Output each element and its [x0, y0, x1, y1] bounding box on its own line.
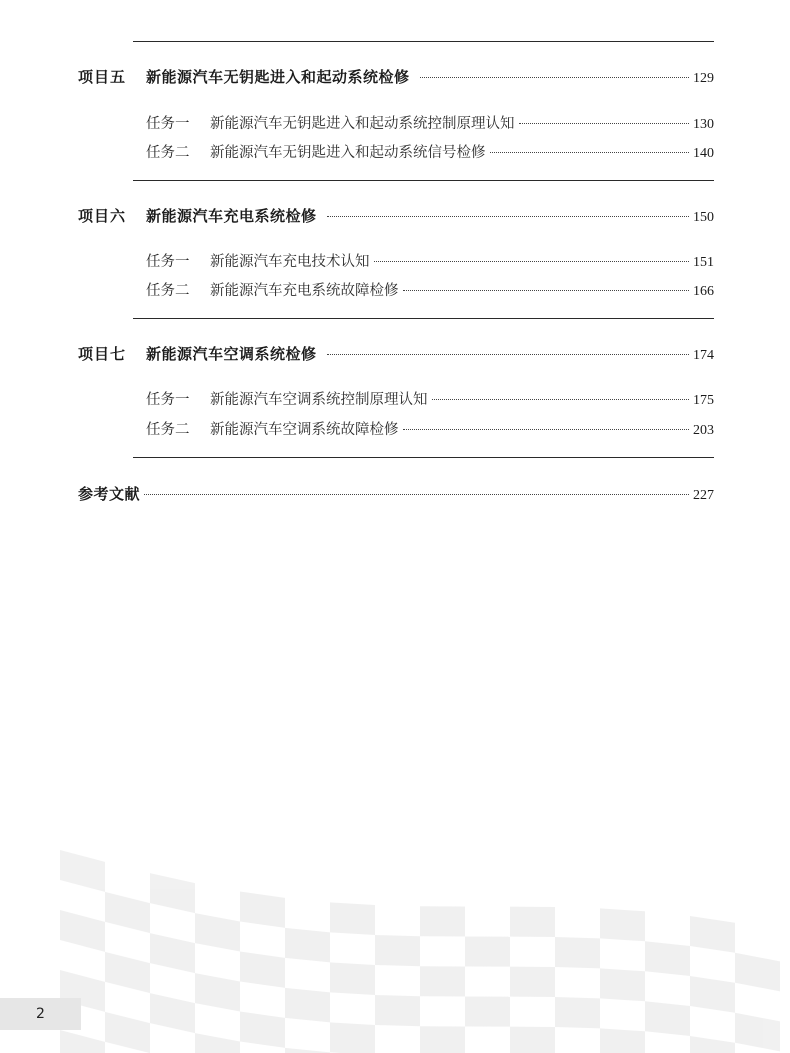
page-ref: 227 — [693, 488, 714, 503]
flag-cell — [150, 873, 195, 913]
dot-leader — [432, 399, 690, 400]
flag-cell — [60, 850, 105, 892]
page-ref: 140 — [693, 146, 714, 161]
flag-cell — [555, 937, 600, 968]
flag-cell — [150, 993, 195, 1033]
flag-cell — [240, 951, 285, 987]
page-ref: 130 — [693, 117, 714, 132]
task-title: 新能源汽车空调系统故障检修 — [210, 422, 399, 438]
flag-cell — [465, 997, 510, 1027]
task-title: 新能源汽车无钥匙进入和起动系统信号检修 — [210, 145, 486, 161]
flag-cell — [375, 935, 420, 966]
flag-cell — [600, 968, 645, 1001]
flag-cell — [645, 941, 690, 976]
task-title: 新能源汽车充电技术认知 — [210, 254, 370, 270]
toc-task[interactable] — [146, 112, 714, 133]
page-ref: 151 — [693, 255, 714, 270]
flag-cell — [735, 1013, 780, 1052]
flag-cell — [690, 916, 735, 953]
flag-cell — [330, 902, 375, 935]
toc-project-6[interactable] — [78, 205, 714, 226]
task-number: 任务一 — [146, 116, 190, 132]
flag-cell — [105, 952, 150, 993]
project-title: 新能源汽车无钥匙进入和起动系统检修 — [146, 68, 410, 86]
flag-cell — [510, 1027, 555, 1053]
toc-task[interactable] — [146, 279, 714, 300]
task-number: 任务二 — [146, 422, 190, 438]
flag-cell — [420, 966, 465, 996]
flag-cell — [195, 973, 240, 1011]
flag-cell — [600, 1028, 645, 1053]
page-ref: 174 — [693, 348, 714, 363]
flag-cell — [465, 937, 510, 967]
flag-cell — [420, 1026, 465, 1053]
flag-cell — [330, 962, 375, 995]
flag-cell — [375, 995, 420, 1026]
section-rule — [133, 41, 714, 42]
flag-cell — [150, 933, 195, 973]
flag-cell — [690, 976, 735, 1013]
flag-cell — [60, 1030, 105, 1053]
flag-cell — [735, 953, 780, 992]
project-number: 项目五 — [78, 68, 127, 86]
page-ref: 150 — [693, 210, 714, 225]
dot-leader — [374, 261, 690, 262]
flag-cell — [285, 928, 330, 962]
section-rule — [133, 318, 714, 319]
flag-cell — [105, 892, 150, 933]
task-title: 新能源汽车充电系统故障检修 — [210, 283, 399, 299]
dot-leader — [420, 77, 689, 78]
task-number: 任务二 — [146, 283, 190, 299]
flag-cell — [645, 1001, 690, 1036]
flag-cell — [420, 906, 465, 936]
page-number-box — [0, 998, 81, 1030]
references-title: 参考文献 — [78, 485, 141, 503]
flag-cell — [105, 1012, 150, 1053]
toc-project-5[interactable] — [78, 66, 714, 87]
task-title: 新能源汽车空调系统控制原理认知 — [210, 392, 428, 408]
page-number: 2 — [36, 1006, 45, 1022]
flag-cell — [690, 1036, 735, 1053]
toc-project-7[interactable] — [78, 343, 714, 364]
page-ref: 203 — [693, 423, 714, 438]
flag-cell — [195, 1033, 240, 1053]
flag-cell — [510, 907, 555, 937]
dot-leader — [519, 123, 690, 124]
dot-leader — [403, 290, 690, 291]
toc-task[interactable] — [146, 141, 714, 162]
page-ref: 175 — [693, 393, 714, 408]
section-rule — [133, 180, 714, 181]
flag-cell — [240, 891, 285, 927]
dot-leader — [327, 216, 689, 217]
dot-leader — [144, 494, 689, 495]
page-ref: 129 — [693, 71, 714, 86]
dot-leader — [490, 152, 690, 153]
project-number: 项目六 — [78, 207, 127, 225]
flag-cell — [60, 910, 105, 952]
project-title: 新能源汽车空调系统检修 — [146, 345, 317, 363]
project-number: 项目七 — [78, 345, 127, 363]
flag-cell — [555, 997, 600, 1028]
page-ref: 166 — [693, 284, 714, 299]
task-number: 任务一 — [146, 392, 190, 408]
toc-task[interactable] — [146, 388, 714, 409]
flag-cell — [600, 908, 645, 941]
flag-cell — [285, 988, 330, 1022]
section-rule — [133, 457, 714, 458]
toc-references[interactable] — [78, 483, 714, 504]
flag-cell — [195, 913, 240, 951]
task-number: 任务一 — [146, 254, 190, 270]
task-title: 新能源汽车无钥匙进入和起动系统控制原理认知 — [210, 116, 515, 132]
dot-leader — [327, 354, 689, 355]
dot-leader — [403, 429, 690, 430]
toc-task[interactable] — [146, 418, 714, 439]
project-title: 新能源汽车充电系统检修 — [146, 207, 317, 225]
flag-cell — [240, 1011, 285, 1047]
flag-cell — [330, 1022, 375, 1053]
task-number: 任务二 — [146, 145, 190, 161]
flag-cell — [510, 967, 555, 997]
toc-task[interactable] — [146, 250, 714, 271]
flag-cell — [285, 1048, 330, 1053]
